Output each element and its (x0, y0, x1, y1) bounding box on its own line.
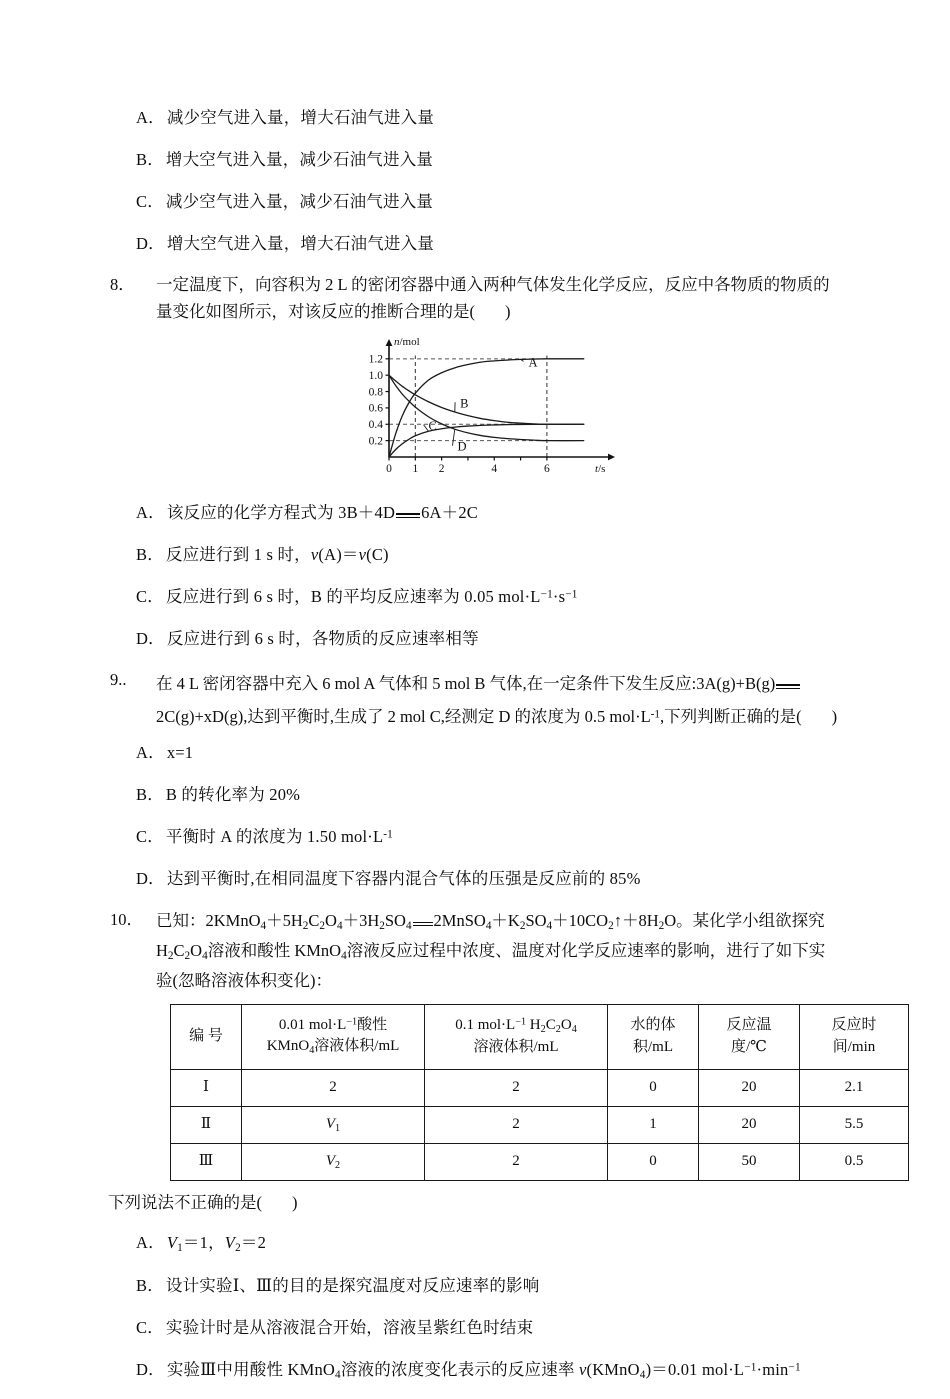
svg-text:4: 4 (491, 463, 497, 475)
stem-line: 一定温度下，向容积为 2 L 的密闭容器中通入两种气体发生化学反应，反应中各物质的物质的 (156, 272, 850, 299)
option-label: B． (136, 150, 164, 169)
option-text: 增大空气进入量，减少石油气进入量 (166, 150, 433, 169)
subscript: 4 (335, 1369, 341, 1381)
variable-symbol: V (167, 1233, 177, 1252)
superscript: −1 (789, 1361, 801, 1373)
question-10-stem (108, 907, 850, 995)
option-label: B． (136, 785, 164, 804)
option-text: 减少空气进入量，减少石油气进入量 (166, 192, 433, 211)
option-row[interactable] (108, 739, 850, 763)
option-label: D． (136, 1360, 165, 1379)
question-8 (108, 272, 850, 649)
figure-container (108, 335, 850, 487)
option-label: D． (136, 629, 165, 648)
cell-temperature: 50 (699, 1143, 800, 1180)
cell-id: Ⅱ (171, 1106, 242, 1143)
subscript: 4 (341, 950, 347, 962)
svg-text:A: A (529, 356, 538, 370)
question-7-options (108, 104, 850, 254)
superscript: −1 (346, 1016, 357, 1027)
sub-question-prompt: 下列说法不正确的是( ) (108, 1189, 850, 1213)
chem-formula: $H_2C_2O_4$ (156, 941, 208, 960)
option-text: 实验计时是从溶液混合开始，溶液呈紫红色时结束 (166, 1318, 533, 1337)
cell-time: 2.1 (800, 1069, 909, 1106)
option-label: C． (136, 587, 164, 606)
subscript: 1 (177, 1242, 183, 1254)
option-row[interactable] (108, 541, 850, 565)
subscript: 2 (335, 1159, 340, 1170)
cell-id: Ⅰ (171, 1069, 242, 1106)
cell-kmno4: $V_1$ (242, 1106, 425, 1143)
cell-h2c2o4: 2 (425, 1106, 608, 1143)
chart-root (369, 336, 615, 475)
cell-water: 1 (608, 1106, 699, 1143)
option-row[interactable] (108, 146, 850, 170)
question-9 (108, 667, 850, 889)
subscript: 1 (335, 1122, 340, 1133)
question-number: 10． (108, 907, 156, 995)
option-label: A． (136, 503, 165, 522)
option-text: 反应进行到 6 s 时，B 的平均反应速率为 0.05 mol·L (166, 587, 541, 606)
option-row[interactable] (108, 230, 850, 254)
chem-equation: $2KMnO_4+5H_2C_2O_4+3H_2SO_4$ (206, 911, 412, 930)
column-header-temperature: 反应温 度/℃ (699, 1004, 800, 1069)
cell-time: 0.5 (800, 1143, 909, 1180)
option-label: C． (136, 827, 164, 846)
question-number: 8． (108, 272, 156, 325)
option-label: C． (136, 192, 164, 211)
question-10 (108, 907, 850, 1381)
stem-line: 2C(g)+xD(g),达到平衡时,生成了 2 mol C,经测定 D 的浓度为 0.5 $mol\cdot L^{-1}$,下列判断正确的是( ) (156, 700, 850, 733)
column-header-id: 编 号 (171, 1004, 242, 1069)
stem-line: 验(忽略溶液体积变化)： (156, 967, 850, 996)
option-text: 反应进行到 1 s 时， (166, 545, 311, 564)
option-text: 平衡时 A 的浓度为 1.50 mol·L (166, 827, 383, 846)
option-label: A． (136, 108, 165, 127)
table-row (171, 1143, 909, 1180)
page-content (108, 104, 850, 1399)
option-text: (A)＝ (318, 545, 358, 564)
rate-symbol: v (579, 1360, 587, 1379)
cell-kmno4: $V_2$ (242, 1143, 425, 1180)
superscript: −1 (744, 1361, 756, 1373)
column-header-water: 水的体 积/mL (608, 1004, 699, 1069)
option-label: D． (136, 869, 165, 888)
subscript: 4 (640, 1369, 646, 1381)
question-10-options (108, 1229, 850, 1381)
option-row[interactable] (108, 823, 850, 847)
svg-text:0: 0 (386, 463, 392, 475)
question-8-options (108, 499, 850, 649)
equals-sign-icon (412, 914, 434, 931)
option-text: (C) (366, 545, 389, 564)
cell-h2c2o4: 2 (425, 1069, 608, 1106)
rate-symbol: v (359, 545, 367, 564)
question-8-stem (108, 272, 850, 325)
option-text: 反应进行到 6 s 时，各物质的反应速率相等 (167, 629, 479, 648)
cell-water: 0 (608, 1069, 699, 1106)
cell-temperature: 20 (699, 1069, 800, 1106)
stem-line: $H_2C_2O_4$溶液和酸性 KMnO$_4$溶液反应过程中浓度、温度对化学反应速率的影响，进行了如下实 (156, 937, 850, 967)
cell-time: 5.5 (800, 1106, 909, 1143)
option-label: B． (136, 1276, 164, 1295)
svg-text:D: D (457, 440, 466, 454)
equilibrium-arrow-icon (775, 677, 801, 694)
option-row[interactable] (108, 104, 850, 128)
option-text-tail: ·s (553, 587, 565, 606)
table-header-row (171, 1004, 909, 1069)
superscript: -1 (383, 829, 393, 841)
option-row[interactable] (108, 625, 850, 649)
svg-text:t/s: t/s (595, 463, 605, 475)
cell-kmno4: 2 (242, 1069, 425, 1106)
option-label: C． (136, 1318, 164, 1337)
superscript: −1 (541, 589, 553, 601)
option-row[interactable] (108, 583, 850, 607)
chem-formula: $H_2C_2O_4$ (530, 1017, 577, 1033)
column-header-time: 反应时 间/min (800, 1004, 909, 1069)
stem-line: 量变化如图所示，对该反应的推断合理的是( ) (156, 299, 850, 326)
option-text: 增大空气进入量，增大石油气进入量 (167, 234, 434, 253)
option-text-tail: 6A＋2C (421, 503, 478, 522)
svg-text:0.6: 0.6 (369, 403, 384, 415)
table-head (171, 1004, 909, 1069)
option-label: B． (136, 545, 164, 564)
subscript: 4 (309, 1045, 314, 1056)
option-row[interactable] (108, 865, 850, 889)
question-9-options (108, 739, 850, 889)
svg-text:n/mol: n/mol (394, 336, 420, 348)
superscript: −1 (515, 1016, 526, 1027)
svg-text:0.8: 0.8 (369, 387, 384, 399)
concentration-time-chart (343, 335, 615, 487)
option-text: B 的转化率为 20% (166, 785, 300, 804)
question-number: 9.. (108, 667, 156, 733)
option-row[interactable]: A． $V_1=1$，$V_2=2$ (108, 1229, 850, 1254)
option-label: A． (136, 1233, 165, 1252)
option-text: 达到平衡时,在相同温度下容器内混合气体的压强是反应前的 85% (167, 869, 641, 888)
option-text: 设计实验Ⅰ、Ⅲ的目的是探究温度对反应速率的影响 (166, 1276, 540, 1295)
svg-text:0.4: 0.4 (369, 420, 384, 432)
stem-line: 在 4 L 密闭容器中充入 6 mol A 气体和 5 mol B 气体,在一定条件下发生反应:3A(g)+B(g) (156, 667, 850, 700)
equilibrium-arrow-icon (395, 506, 421, 523)
table-row (171, 1069, 909, 1106)
svg-text:B: B (460, 397, 468, 411)
svg-text:6: 6 (544, 463, 550, 475)
option-row[interactable] (108, 1272, 850, 1296)
option-text: 减少空气进入量，增大石油气进入量 (167, 108, 434, 127)
svg-text:1.2: 1.2 (369, 354, 384, 366)
column-header-h2c2o4: 0.1 $mol\cdot L^{-1}$ $H_2C_2O_4$ 溶液体积/mL (425, 1004, 608, 1069)
superscript: −1 (565, 589, 577, 601)
table-body (171, 1069, 909, 1180)
svg-text:C: C (429, 419, 437, 433)
superscript: -1 (651, 709, 660, 721)
svg-text:2: 2 (439, 463, 445, 475)
variable-symbol: V (225, 1233, 235, 1252)
cell-water: 0 (608, 1143, 699, 1180)
svg-text:0.2: 0.2 (369, 436, 384, 448)
option-row[interactable]: D． 实验Ⅲ中用酸性 KMnO$_4$溶液的浓度变化表示的反应速率 v(KMnO$_4$)＝0.01 $mol\cdot L^{-1}\cdot\min^{-1}$ (108, 1356, 850, 1381)
question-9-stem (108, 667, 850, 733)
subscript: 2 (235, 1242, 241, 1254)
stem-line: 已知：$2KMnO_4+5H_2C_2O_4+3H_2SO_4$ $2MnSO_4+K_2SO_4+10CO_2↑+8H_2O$。某化学小组欲探究 (156, 907, 850, 937)
option-row[interactable] (108, 499, 850, 523)
option-label: D． (136, 234, 165, 253)
svg-text:1: 1 (412, 463, 418, 475)
cell-id: Ⅲ (171, 1143, 242, 1180)
svg-text:1.0: 1.0 (369, 370, 384, 382)
cell-h2c2o4: 2 (425, 1143, 608, 1180)
chem-equation-right: $2MnSO_4+K_2SO_4+10CO_2↑+8H_2O$ (434, 911, 677, 930)
table-row (171, 1106, 909, 1143)
rate-symbol: v (311, 545, 319, 564)
experiment-table (170, 1004, 909, 1181)
cell-temperature: 20 (699, 1106, 800, 1143)
option-label: A． (136, 743, 165, 762)
option-row[interactable] (108, 1314, 850, 1338)
option-row[interactable] (108, 781, 850, 805)
column-header-kmno4: 0.01 $mol\cdot L^{-1}$酸性 KMnO$_4$溶液体积/mL (242, 1004, 425, 1069)
option-text: 该反应的化学方程式为 3B＋4D (167, 503, 395, 522)
option-text: x=1 (167, 743, 193, 762)
option-row[interactable] (108, 188, 850, 212)
